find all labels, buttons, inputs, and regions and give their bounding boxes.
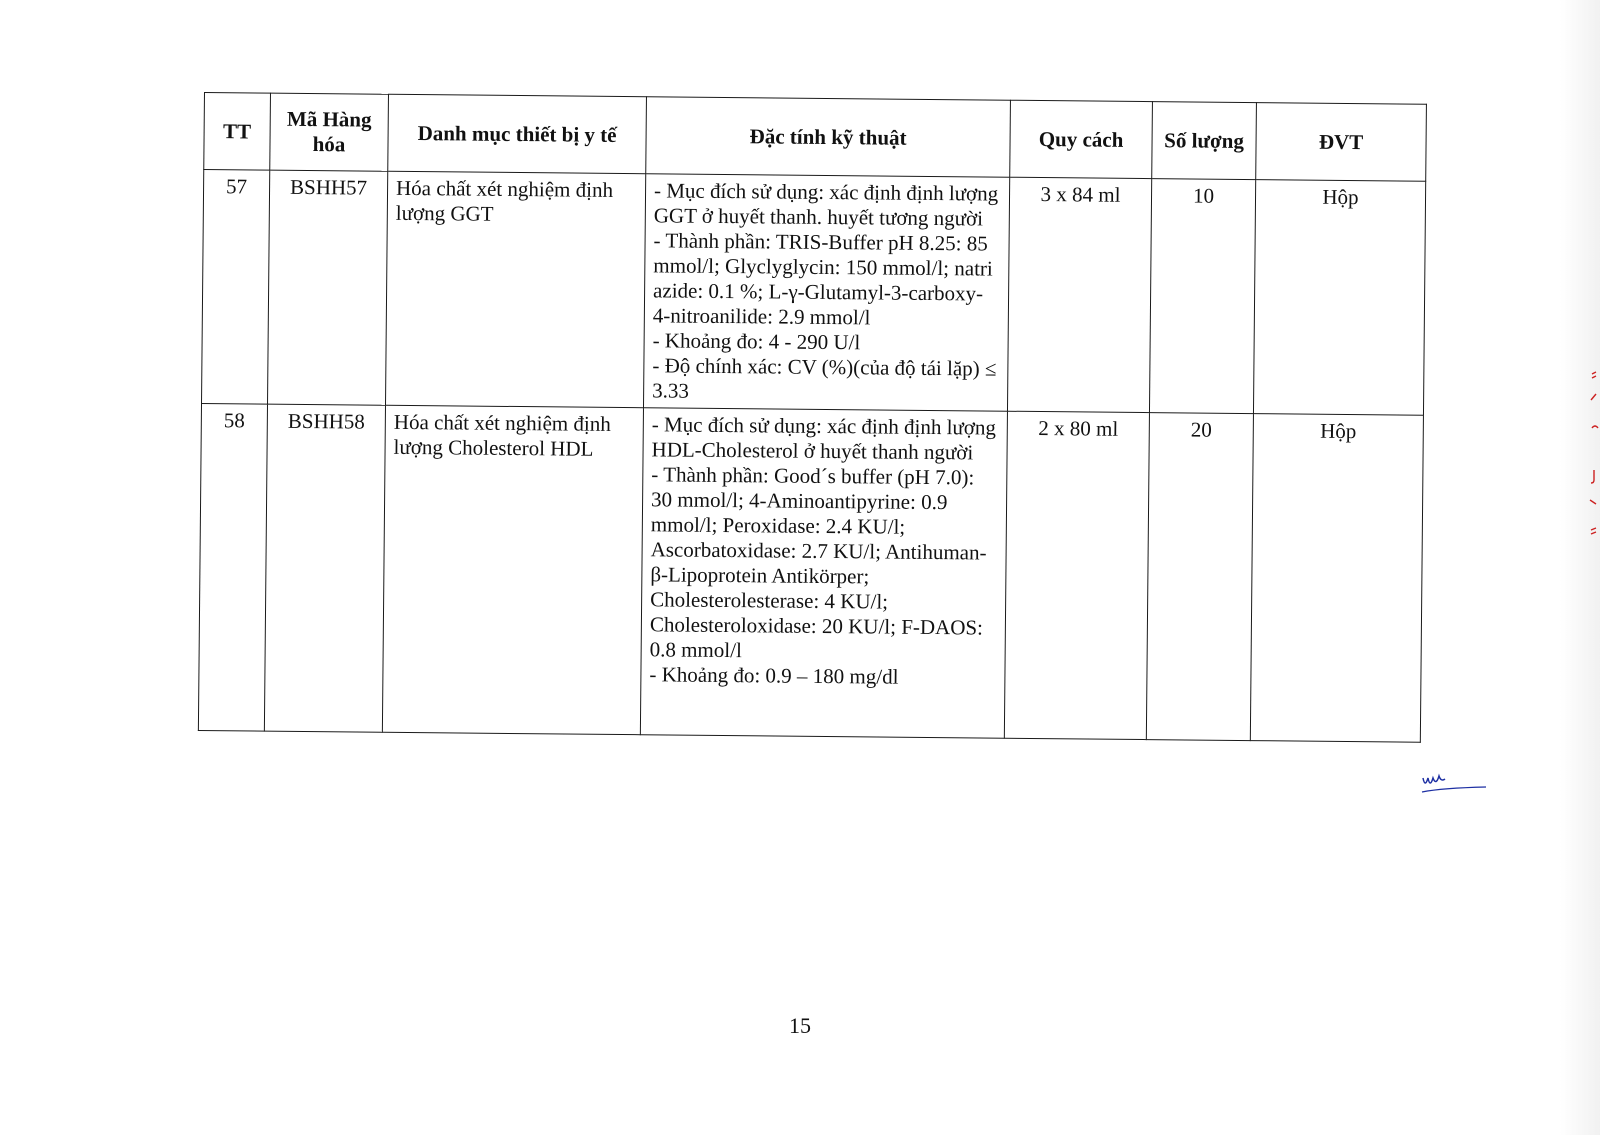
spec-line: - Thành phần: TRIS-Buffer pH 8.25: 85 mmol/l; Glyclyglycin: 150 mmol/l; natri azide: 0.1 %; L-γ-Glutamyl-3-carboxy-4-nitroanilide: 2.9 mmol/l (652, 228, 993, 330)
cell-spec (643, 174, 1009, 411)
page-number: 15 (789, 1013, 811, 1038)
table-header-row (204, 93, 1427, 182)
cell-code: BSHH58 (264, 404, 385, 732)
cell-qty: 20 (1146, 413, 1253, 741)
cell-unit: Hộp (1250, 414, 1423, 743)
cell-tt: 58 (198, 403, 267, 731)
cell-spec (640, 408, 1007, 738)
cell-name: Hóa chất xét nghiệm định lượng GGT (386, 171, 646, 407)
spec-line: - Mục đích sử dụng: xác định định lượng HDL-Cholesterol ở huyết thanh người (651, 412, 997, 465)
header-tt: TT (204, 93, 271, 171)
cell-unit: Hộp (1253, 180, 1425, 416)
equipment-spec-table (198, 92, 1427, 743)
margin-marks (1586, 370, 1600, 550)
header-pack: Quy cách (1010, 100, 1153, 178)
spec-line: - Thành phần: Good´s buffer (pH 7.0): 30 mmol/l; 4-Aminoantipyrine: 0.9 mmol/l; Peroxidase: 2.4 KU/l; Ascorbatoxidase: 2.7 KU/l; Antihuman-β-Lipoprotein Antikörper; Cholesterolesterase: 4 KU/l; Cholesteroloxidase: 20 KU/l; F-DAOS: 0.8 mmol/l (649, 462, 987, 663)
cell-code: BSHH57 (268, 170, 388, 405)
spec-line: - Khoảng đo: 0.9 – 180 mg/dl (649, 662, 899, 689)
initials-signature (1420, 770, 1490, 798)
scan-edge-shadow (1560, 0, 1600, 1135)
cell-pack: 2 x 80 ml (1004, 411, 1149, 739)
header-unit: ĐVT (1256, 103, 1427, 182)
header-qty: Số lượng (1152, 102, 1257, 180)
cell-pack: 3 x 84 ml (1007, 177, 1151, 412)
table-row (198, 403, 1423, 742)
cell-name: Hóa chất xét nghiệm định lượng Cholesterol HDL (382, 405, 643, 734)
header-name: Danh mục thiết bị y tế (388, 94, 647, 173)
spec-line: - Mục đích sử dụng: xác định định lượng GGT ở huyết thanh. huyết tương người (653, 178, 999, 231)
header-spec: Đặc tính kỹ thuật (646, 97, 1011, 177)
header-code: Mã Hàng hóa (270, 93, 389, 171)
table-row (202, 170, 1426, 416)
spec-line: - Độ chính xác: CV (%)(của độ tái lặp) ≤ 3.33 (652, 353, 997, 403)
cell-qty: 10 (1149, 179, 1255, 414)
cell-tt: 57 (202, 170, 270, 405)
spec-line: - Khoảng đo: 4 - 290 U/l (652, 328, 861, 355)
